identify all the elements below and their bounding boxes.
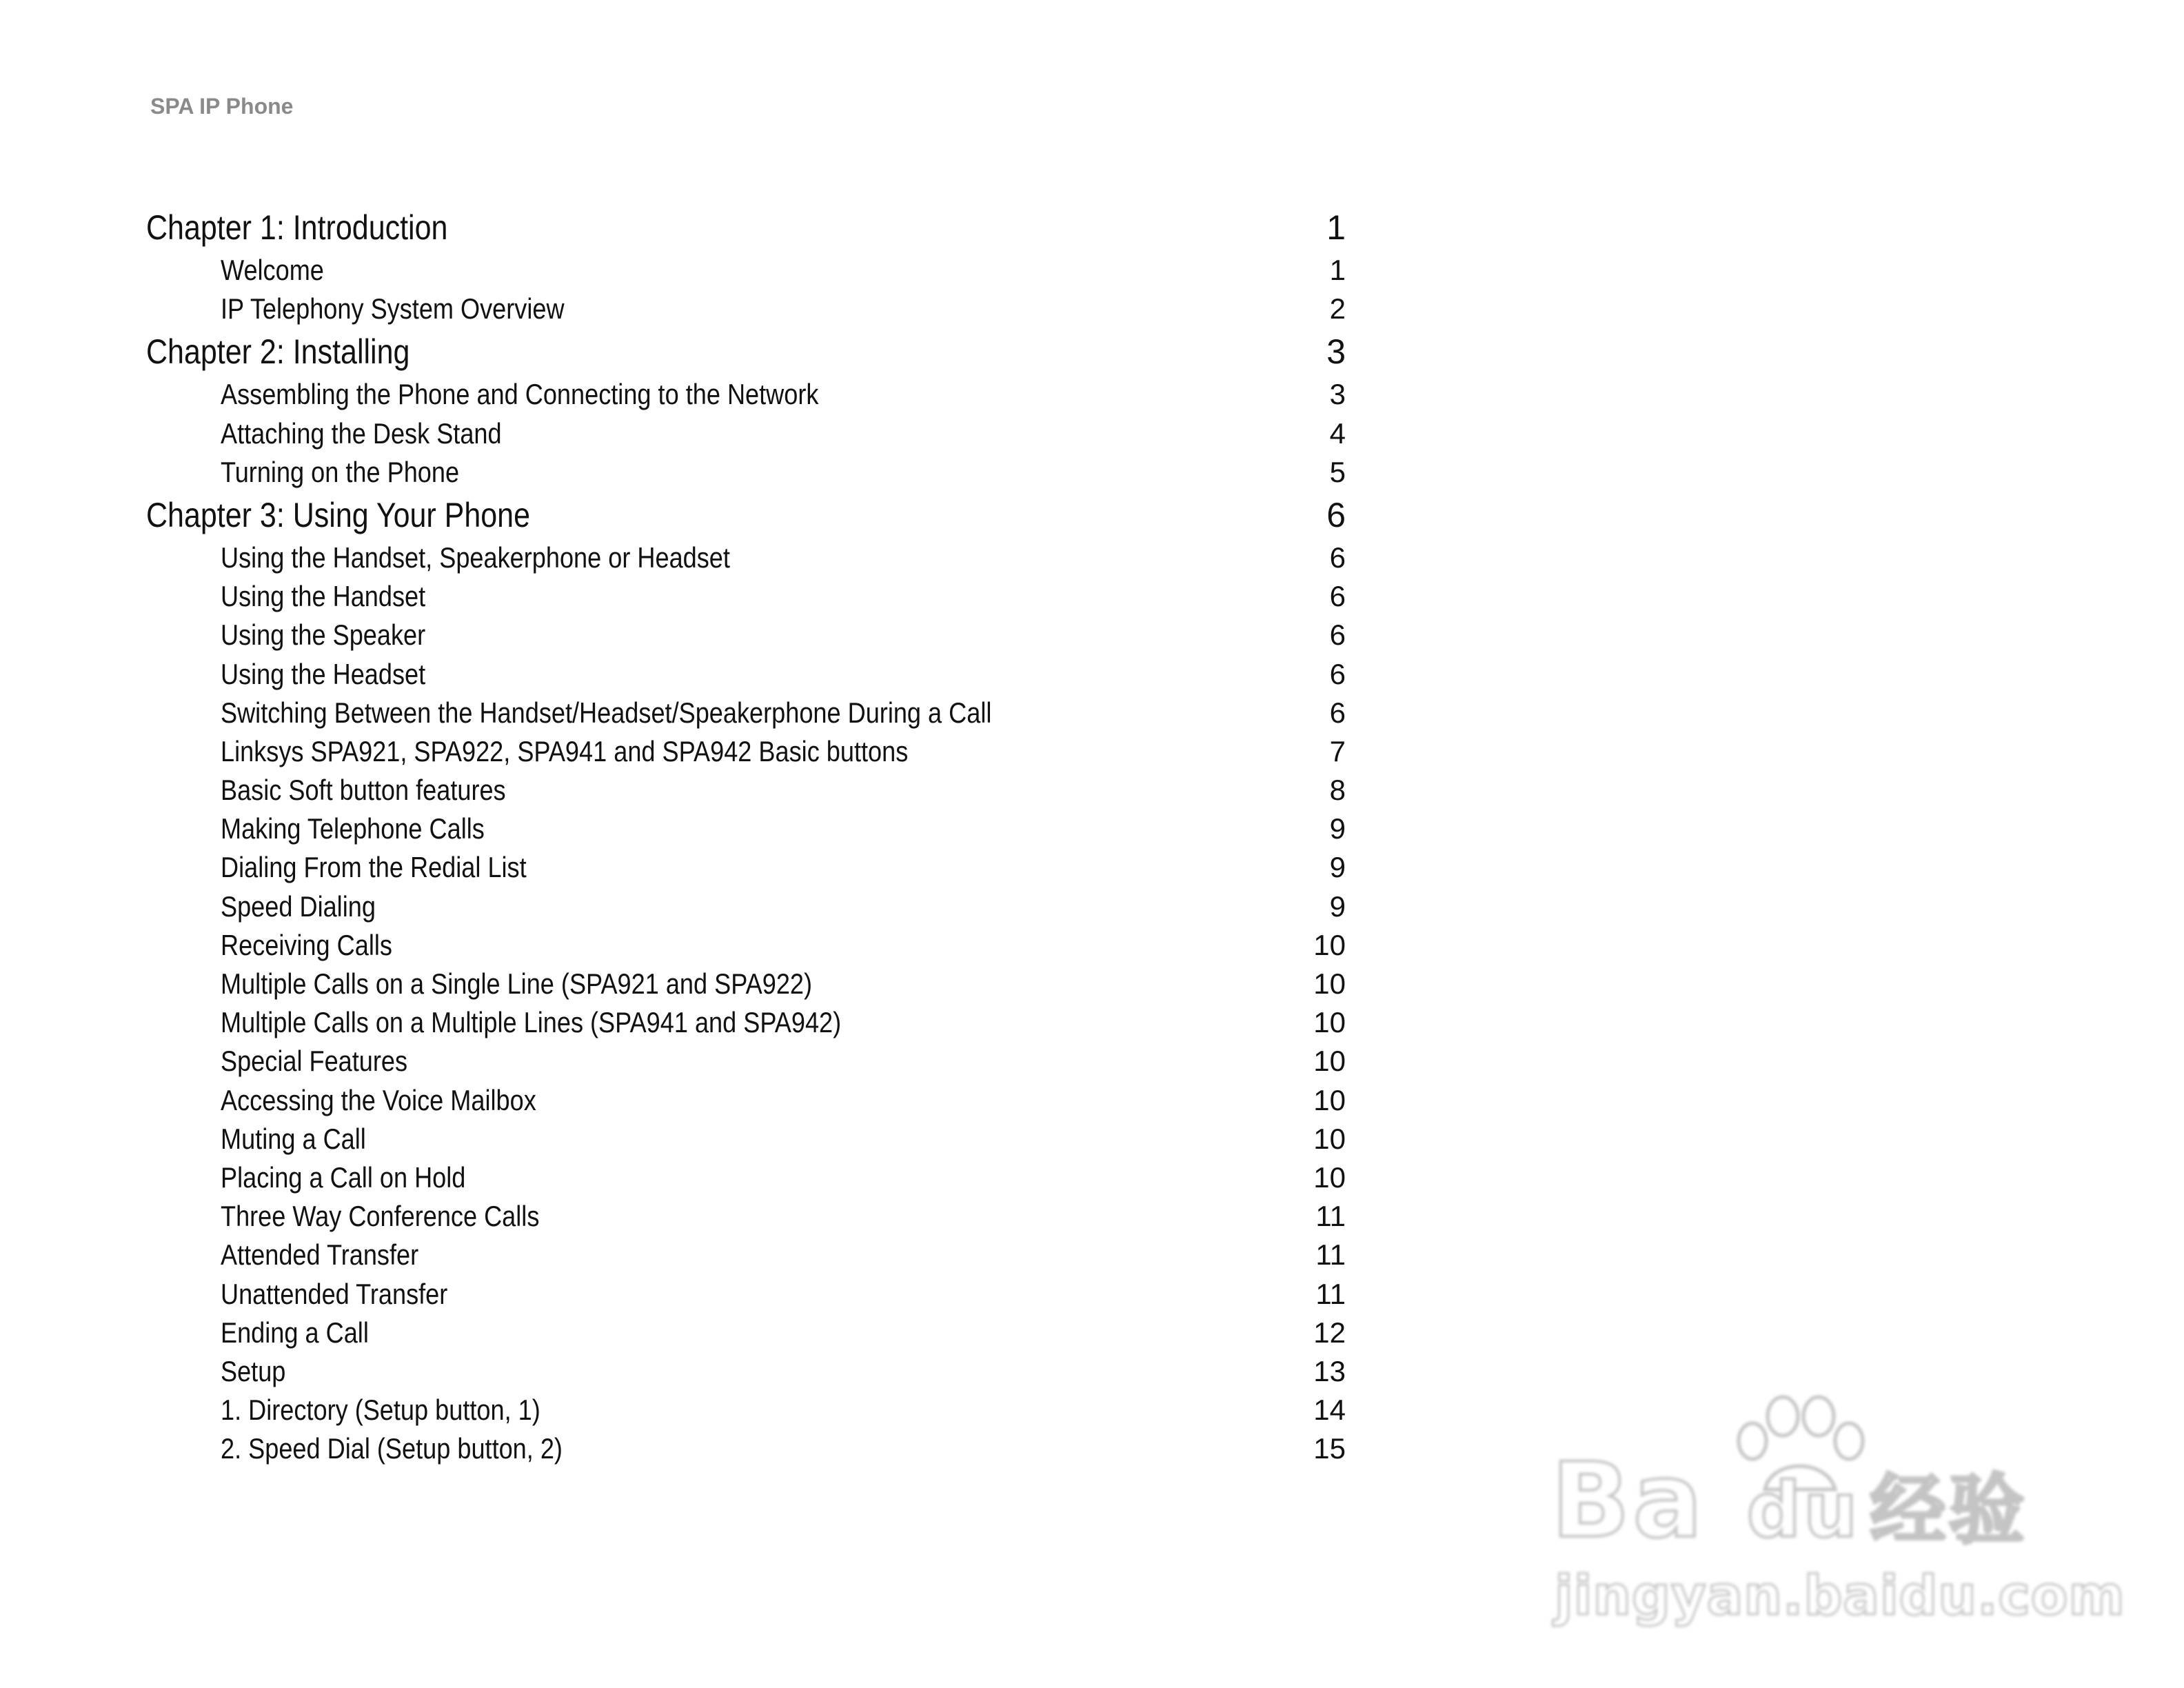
toc-entry-page-number: 11 [1315,1238,1346,1272]
toc-section-entry [146,1236,1346,1274]
toc-entry-page-number: 7 [1329,734,1346,767]
toc-section-entry [146,375,1346,414]
toc-section-entry [146,694,1346,732]
toc-entry-page-number: 4 [1329,416,1346,450]
toc-entry-page-number: 10 [1313,1122,1346,1155]
toc-entry-page-number: 12 [1313,1316,1346,1349]
toc-entry-page-number: 10 [1313,1006,1346,1039]
toc-section-entry [146,1391,1346,1429]
toc-entry-title: Setup [221,1354,286,1387]
toc-entry-page-number: 11 [1315,1277,1346,1310]
toc-entry-title: 1. Directory (Setup button, 1) [221,1394,540,1427]
toc-entry-title: Linksys SPA921, SPA922, SPA941 and SPA942 Basic buttons [221,734,909,767]
toc-entry-title: Unattended Transfer [221,1277,448,1310]
toc-section-entry [146,1081,1346,1120]
toc-section-entry [146,1003,1346,1042]
toc-entry-page-number: 11 [1315,1200,1346,1233]
toc-entry-page-number: 5 [1329,455,1346,488]
toc-section-entry [146,453,1346,492]
toc-section-entry [146,1042,1346,1081]
watermark-logo-du: du [1746,1466,1861,1554]
toc-entry-title: Muting a Call [221,1122,366,1155]
toc-section-entry [146,251,1346,290]
watermark-url: jingyan.baidu.com [1555,1565,2125,1627]
toc-chapter-entry [146,492,1346,539]
toc-entry-title: Turning on the Phone [221,455,460,488]
toc-entry-title: Using the Headset [221,657,426,690]
toc-entry-title: IP Telephony System Overview [221,292,565,325]
toc-entry-title: Three Way Conference Calls [221,1200,540,1233]
toc-section-entry [146,616,1346,654]
toc-section-entry [146,1314,1346,1352]
toc-entry-title: Chapter 3: Using Your Phone [146,495,531,534]
toc-chapter-entry [146,204,1346,251]
watermark-logo-ba: Ba [1551,1441,1706,1561]
toc-entry-page-number: 1 [1329,254,1346,286]
toc-entry-title: Chapter 2: Installing [146,332,410,372]
toc-entry-page-number: 14 [1313,1394,1346,1427]
toc-section-entry [146,655,1346,694]
toc-entry-title: Speed Dialing [221,890,376,923]
toc-entry-page-number: 6 [1326,495,1346,534]
toc-section-entry [146,1120,1346,1158]
table-of-contents [146,204,1346,1468]
toc-entry-title: Chapter 1: Introduction [146,208,448,247]
toc-section-entry [146,965,1346,1003]
toc-section-entry [146,848,1346,887]
toc-entry-page-number: 10 [1313,1045,1346,1078]
toc-section-entry [146,1275,1346,1314]
toc-entry-title: Attaching the Desk Stand [221,416,502,450]
toc-section-entry [146,577,1346,616]
watermark-logo-cn: 经验 [1870,1466,2028,1554]
toc-section-entry [146,539,1346,577]
toc-entry-title: Basic Soft button features [221,774,506,807]
toc-entry-page-number: 10 [1313,967,1346,1000]
toc-entry-page-number: 13 [1313,1354,1346,1387]
toc-entry-page-number: 6 [1329,580,1346,613]
toc-chapter-entry [146,328,1346,375]
toc-entry-page-number: 6 [1329,696,1346,729]
toc-section-entry [146,732,1346,771]
toc-entry-title: Using the Handset [221,580,426,613]
watermark-logo [1551,1441,2028,1561]
toc-entry-title: Making Telephone Calls [221,812,485,845]
toc-entry-title: Dialing From the Redial List [221,851,527,884]
toc-entry-title: 2. Speed Dial (Setup button, 2) [221,1432,563,1465]
toc-entry-title: Using the Handset, Speakerphone or Headset [221,541,730,574]
toc-entry-page-number: 6 [1329,541,1346,574]
toc-entry-page-number: 2 [1329,292,1346,325]
toc-entry-title: Receiving Calls [221,928,392,961]
toc-entry-page-number: 1 [1326,208,1346,247]
toc-section-entry [146,1429,1346,1468]
toc-entry-page-number: 15 [1313,1432,1346,1465]
toc-entry-page-number: 10 [1313,928,1346,961]
toc-entry-page-number: 10 [1313,1083,1346,1116]
toc-entry-page-number: 10 [1313,1160,1346,1194]
toc-entry-page-number: 9 [1329,812,1346,845]
toc-section-entry [146,1158,1346,1197]
toc-entry-title: Ending a Call [221,1316,369,1349]
toc-section-entry [146,926,1346,965]
toc-section-entry [146,771,1346,810]
toc-entry-page-number: 8 [1329,774,1346,807]
toc-entry-title: Welcome [221,254,324,286]
toc-entry-page-number: 6 [1329,657,1346,690]
toc-entry-title: Using the Speaker [221,619,426,652]
toc-entry-title: Special Features [221,1045,408,1078]
toc-entry-title: Accessing the Voice Mailbox [221,1083,536,1116]
toc-entry-page-number: 6 [1329,619,1346,652]
toc-entry-title: Multiple Calls on a Multiple Lines (SPA941 and SPA942) [221,1006,842,1039]
baidu-jingyan-watermark [1551,1393,2125,1627]
toc-entry-title: Attended Transfer [221,1238,419,1272]
toc-entry-page-number: 3 [1326,332,1346,372]
toc-entry-page-number: 9 [1329,890,1346,923]
toc-entry-page-number: 9 [1329,851,1346,884]
toc-entry-title: Assembling the Phone and Connecting to the Network [221,378,819,411]
toc-section-entry [146,1352,1346,1391]
running-header: SPA IP Phone [150,94,294,119]
toc-section-entry [146,810,1346,848]
toc-section-entry [146,290,1346,328]
toc-entry-page-number: 3 [1329,378,1346,411]
toc-section-entry [146,887,1346,926]
toc-section-entry [146,1197,1346,1236]
toc-entry-title: Switching Between the Handset/Headset/Speakerphone During a Call [221,696,992,729]
toc-entry-title: Placing a Call on Hold [221,1160,466,1194]
toc-entry-title: Multiple Calls on a Single Line (SPA921 and SPA922) [221,967,813,1000]
toc-section-entry [146,414,1346,453]
